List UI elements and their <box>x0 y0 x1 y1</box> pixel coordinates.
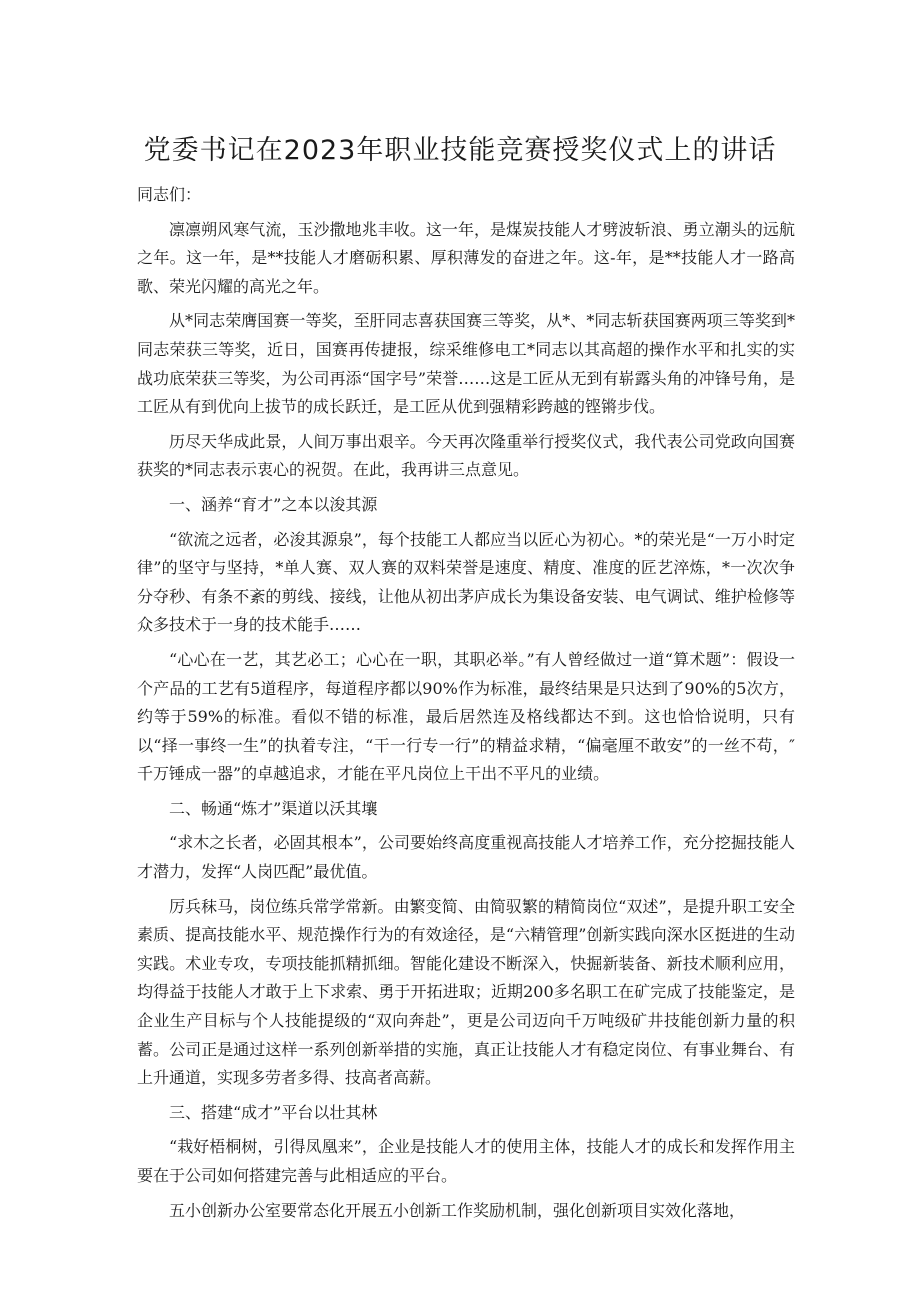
salutation: 同志们： <box>137 185 202 204</box>
paragraph: “栽好梧桐树，引得凤凰来”，企业是技能人才的使用主体，技能人才的成长和发挥作用主要在于公司如何搭建完善与此相适应的平台。 <box>137 1137 795 1185</box>
paragraph: 五小创新办公室要常态化开展五小创新工作奖励机制，强化创新项目实效化落地， <box>169 1200 746 1220</box>
paragraph: 凛凛朔风寒气流，玉沙撒地兆丰收。这一年，是煤炭技能人才劈波斩浪、勇立潮头的远航之年。这一年，是**技能人才磨砺积累、厚积薄发的奋进之年。这-年，是**技能人才一路高歌、荣光闪耀的高光之年。 <box>137 219 795 296</box>
paragraph: 历尽天华成此景，人间万事出艰辛。今天再次隆重举行授奖仪式，我代表公司党政向国赛获奖的*同志表示衷心的祝贺。在此，我再讲三点意见。 <box>137 431 795 480</box>
paragraph: “欲流之远者，必浚其源泉”，每个技能工人都应当以匠心为初心。*的荣光是“一万小时定律”的坚守与坚持，*单人赛、双人赛的双料荣誉是速度、精度、准度的匠艺淬炼，*一次次争分夺秒、有条不紊的剪线、接线，让他从初出茅庐成长为集设备安装、电气调试、维护检修等众多技术于一身的技术能手…… <box>137 529 795 635</box>
section-heading-2: 二、畅通“炼才”渠道以沃其壤 <box>169 798 378 818</box>
paragraph: 从*同志荣膺国赛一等奖，至肝同志喜获国赛三等奖，从*、*同志斩获国赛两项三等奖到*同志荣获三等奖，近日，国赛再传捷报，综采维修电工*同志以其高超的操作水平和扎实的实战功底荣获三等奖，为公司再添“国字号”荣誉……这是工匠从无到有崭露头角的冲锋号角，是工匠从有到优向上拔节的成长跃迁，是工匠从优到强精彩跨越的铿锵步伐。 <box>137 311 795 417</box>
section-heading-1: 一、涵养“育才”之本以浚其源 <box>169 494 378 514</box>
document-body <box>137 181 795 1231</box>
document-title: 党委书记在2023年职业技能竞赛授奖仪式上的讲话 <box>143 135 777 166</box>
paragraph: 厉兵秣马，岗位练兵常学常新。由繁变简、由简驭繁的精简岗位“双述”，是提升职工安全素质、提高技能水平、规范操作行为的有效途径，是“六精管理”创新实践向深水区挺进的生动实践。术业专攻，专项技能抓精抓细。智能化建设不断深入，快掘新装备、新技术顺利应用，均得益于技能人才敢于上下求索、勇于开拓进取；近期200多名职工在矿完成了技能鉴定，是企业生产目标与个人技能提级的“双向奔赴”，更是公司迈向千万吨级矿井技能创新力量的积蓄。公司正是通过这样一系列创新举措的实施，真正让技能人才有稳定岗位、有事业舞台、有上升通道，实现多劳者多得、技高者高薪。 <box>137 896 795 1088</box>
paragraph: “求木之长者，必固其根本”，公司要始终高度重视高技能人才培养工作，充分挖掘技能人才潜力，发挥“人岗匹配”最优值。 <box>137 833 795 882</box>
section-heading-3: 三、搭建“成才”平台以壮其林 <box>169 1102 378 1122</box>
paragraph: “心心在一艺，其艺必工；心心在一职，其职必举。”有人曾经做过一道“算术题”：假设一个产品的工艺有5道程序，每道程序都以90%作为标准，最终结果是只达到了90%的5次方，约等于59%的标准。看似不错的标准，最后居然连及格线都达不到。这也恰恰说明，只有以“择一事终一生”的执着专注，“干一行专一行”的精益求精，“偏毫厘不敢安”的一丝不苟，″千万锤成一器”的卓越追求，才能在平凡岗位上干出不平凡的业绩。 <box>137 649 795 784</box>
